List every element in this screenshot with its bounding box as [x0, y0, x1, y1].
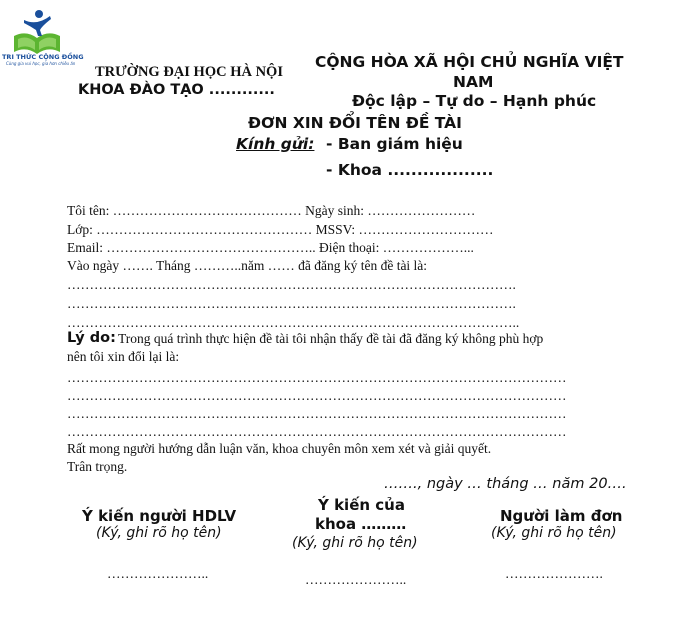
- dotted-line: ……………………………………………………………………………………….: [67, 296, 516, 311]
- recipient-faculty: - Khoa ..................: [326, 161, 494, 179]
- faculty-signature-line: …………………..: [305, 572, 407, 587]
- hdlv-opinion-title: Ý kiến người HDLV: [82, 507, 237, 525]
- document-title: ĐƠN XIN ĐỔI TÊN ĐỀ TÀI: [248, 114, 462, 132]
- kinh-gui-label: Kính gửi:: [236, 135, 315, 153]
- registered-date-field: Vào ngày ……. Tháng ………..năm …… đã đăng ký tên đề tài là:: [67, 258, 428, 273]
- dotted-line: ………………………………………………………………………………………..: [67, 315, 520, 330]
- country-name-cont: NAM: [453, 73, 494, 91]
- class-field: Lớp: ………………………………………… MSSV: …………………………: [67, 222, 494, 237]
- dotted-line: …………………………………………………………………………………………………: [67, 424, 567, 439]
- department-name: KHOA ĐÀO TẠO ............: [78, 82, 275, 98]
- dotted-line: …………………………………………………………………………………………………: [67, 370, 567, 385]
- applicant-title: Người làm đơn: [500, 507, 623, 525]
- regards: Trân trọng.: [67, 459, 128, 474]
- faculty-opinion-title: Ý kiến của: [318, 496, 405, 514]
- school-name: TRƯỜNG ĐẠI HỌC HÀ NỘI: [95, 64, 283, 80]
- country-name: CỘNG HÒA XÃ HỘI CHỦ NGHĨA VIỆT: [315, 53, 624, 71]
- closing-request: Rất mong người hướng dẫn luận văn, khoa chuyên môn xem xét và giải quyết.: [67, 441, 492, 456]
- dotted-line: …………………………………………………………………………………………………: [67, 388, 567, 403]
- applicant-signature-line: ………………….: [505, 566, 603, 581]
- date-line: ……., ngày … tháng … năm 20….: [384, 476, 627, 492]
- motto: Độc lập – Tự do – Hạnh phúc: [352, 92, 597, 110]
- email-field: Email: ……………………………………….. Điện thoại: ………………...: [67, 240, 474, 255]
- faculty-sign-hint: (Ký, ghi rõ họ tên): [292, 535, 418, 551]
- reason-text-cont: nên tôi xin đổi lại là:: [67, 349, 180, 364]
- recipient-board: - Ban giám hiệu: [326, 135, 463, 153]
- dotted-line: ……………………………………………………………………………………….: [67, 277, 516, 292]
- faculty-opinion-title-cont: khoa ………: [315, 515, 407, 533]
- reason-label: Lý do:: [67, 330, 116, 346]
- hdlv-signature-line: …………………..: [107, 566, 209, 581]
- name-field: Tôi tên: …………………………………… Ngày sinh: ……………………: [67, 203, 476, 218]
- logo-slogan: Cùng gia vui học, gia hơn chiêu ăn: [6, 61, 76, 66]
- reason-text: Trong quá trình thực hiện đề tài tôi nhận thấy đề tài đã đăng ký không phù hợp: [118, 331, 544, 346]
- hdlv-sign-hint: (Ký, ghi rõ họ tên): [96, 525, 222, 541]
- applicant-sign-hint: (Ký, ghi rõ họ tên): [491, 525, 617, 541]
- dotted-line: …………………………………………………………………………………………………: [67, 406, 567, 421]
- logo-name: TRI THỨC CỘNG ĐỒNG: [2, 53, 84, 61]
